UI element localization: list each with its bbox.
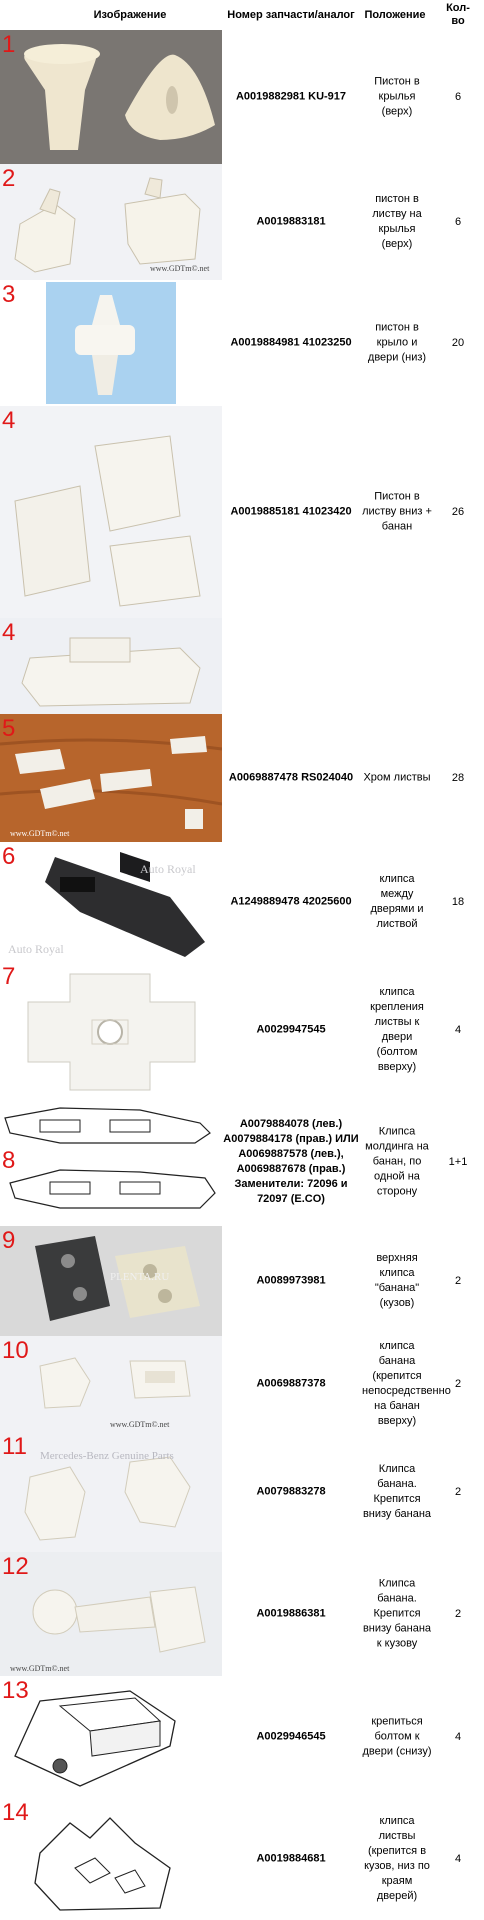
part-photo-12 [0, 1552, 222, 1676]
part-number: A0019885181 41023420 [230, 505, 352, 518]
row-number: 10 [2, 1337, 29, 1364]
part-position: клипса крепления листвы к двери (болтом вверху) [370, 986, 424, 1073]
table-row [0, 962, 484, 1098]
row-number: 9 [2, 1227, 16, 1254]
part-photo-3 [0, 280, 222, 406]
header-part: Номер запчасти/аналог [227, 9, 355, 21]
part-number: A0069887478 RS024040 [228, 771, 354, 784]
part-qty: 6 [454, 91, 462, 103]
row-number: 11 [2, 1433, 27, 1460]
part-position: Клипса банана. Крепится внизу банана [362, 1463, 432, 1520]
part-qty: 28 [451, 772, 465, 784]
part-photo-1 [0, 30, 222, 164]
part-position: пистон в листву на крылья (верх) [372, 193, 422, 250]
watermark: Mercedes-Benz Genuine Parts [40, 1450, 174, 1462]
part-qty: 18 [451, 896, 465, 908]
part-number: A0089973981 [256, 1274, 326, 1287]
part-number: A0029947545 [256, 1023, 326, 1036]
table-row [0, 1226, 484, 1336]
row-number: 4 [2, 407, 16, 434]
header-qty: Кол-во [446, 2, 470, 27]
part-number: A0019882981 KU-917 [235, 90, 347, 103]
part-qty: 2 [454, 1378, 462, 1390]
part-number: A0019884981 41023250 [230, 336, 352, 349]
table-row [0, 842, 484, 962]
part-number: A1249889478 42025600 [230, 895, 352, 908]
row-number: 6 [2, 843, 16, 870]
row-number: 2 [2, 165, 16, 192]
part-number: A0029946545 [256, 1730, 326, 1743]
part-qty: 6 [454, 216, 462, 228]
part-qty: 26 [451, 506, 465, 518]
row-number: 8 [2, 1147, 16, 1174]
part-position: Пистон в листву вниз + банан [362, 490, 432, 533]
row-number: 5 [2, 715, 16, 742]
watermark: PLENTA.RU [110, 1271, 170, 1283]
part-photo-6 [0, 842, 222, 962]
table-row [0, 1676, 484, 1798]
part-qty: 2 [454, 1275, 462, 1287]
row-number: 14 [2, 1799, 29, 1826]
watermark: www.GDTm©.net [110, 1420, 170, 1429]
part-position: клипса между дверями и листвой [370, 873, 424, 930]
part-position: пистон в крыло и двери (низ) [367, 321, 427, 364]
part-photo-7 [0, 962, 222, 1098]
table-row [0, 164, 484, 280]
part-position: Клипса банана. Крепится внизу банана к кузову [362, 1577, 432, 1650]
table-row [0, 1432, 484, 1552]
part-number: A0079883278 [256, 1485, 326, 1498]
table-row [0, 618, 484, 714]
part-photo-2 [0, 164, 222, 280]
part-position: Клипса молдинга на банан, по одной на сторону [365, 1125, 429, 1198]
part-qty: 4 [454, 1024, 462, 1036]
part-position: Пистон в крылья (верх) [374, 75, 420, 118]
table-row [0, 714, 484, 842]
row-number: 4 [2, 619, 16, 646]
watermark: www.GDTm©.net [150, 264, 210, 273]
part-photo-4 [0, 406, 222, 618]
part-photo-11 [0, 1432, 222, 1552]
watermark: www.GDTm©.net [10, 1664, 70, 1673]
part-position: крепиться болтом к двери (снизу) [362, 1715, 432, 1758]
watermark: www.GDTm©.net [10, 829, 70, 838]
part-position: Хром листвы [363, 771, 431, 784]
table-row [0, 1798, 484, 1920]
part-photo-9 [0, 1226, 222, 1336]
part-position: верхняя клипса "банана" (кузов) [374, 1252, 420, 1309]
row-number: 3 [2, 281, 16, 308]
watermark: Auto Royal [140, 862, 196, 876]
part-number: A0069887378 [256, 1377, 326, 1390]
row-number: 12 [2, 1553, 29, 1580]
table-row [0, 1552, 484, 1676]
part-photo-4b [0, 618, 222, 714]
watermark: Auto Royal [8, 942, 64, 956]
table-row [0, 280, 484, 406]
part-number: A0079884078 (лев.) A0079884178 (прав.) ИЛИ A0069887578 (лев.), A0069887678 (прав.) Заменители: 72096 и 72097 (E.CO) [223, 1118, 359, 1205]
part-photo-13 [0, 1676, 222, 1798]
part-position: клипса листвы (крепится в кузов, низ по краям дверей) [364, 1815, 430, 1902]
table-row [0, 30, 484, 164]
table-row [0, 1336, 484, 1432]
part-photo-14 [0, 1798, 222, 1920]
header-position: Положение [364, 9, 426, 21]
table-row [0, 406, 484, 618]
part-number: A0019886381 [256, 1607, 326, 1620]
part-qty: 2 [454, 1608, 462, 1620]
part-qty: 20 [451, 337, 465, 349]
part-number: A0019884681 [256, 1852, 326, 1865]
part-qty: 4 [454, 1853, 462, 1865]
part-photo-5 [0, 714, 222, 842]
row-number: 13 [2, 1677, 29, 1704]
part-qty: 2 [454, 1486, 462, 1498]
table-row [0, 1098, 484, 1226]
part-photo-10 [0, 1336, 222, 1432]
header-image: Изображение [93, 9, 167, 21]
part-number: A0019883181 [256, 215, 326, 228]
part-photo-8 [0, 1098, 222, 1226]
row-number: 1 [2, 31, 16, 58]
row-number: 7 [2, 963, 16, 990]
part-qty: 1+1 [448, 1156, 468, 1168]
part-qty: 4 [454, 1731, 462, 1743]
part-position: клипса банана (крепится непосредственно на банан вверху) [362, 1340, 451, 1427]
